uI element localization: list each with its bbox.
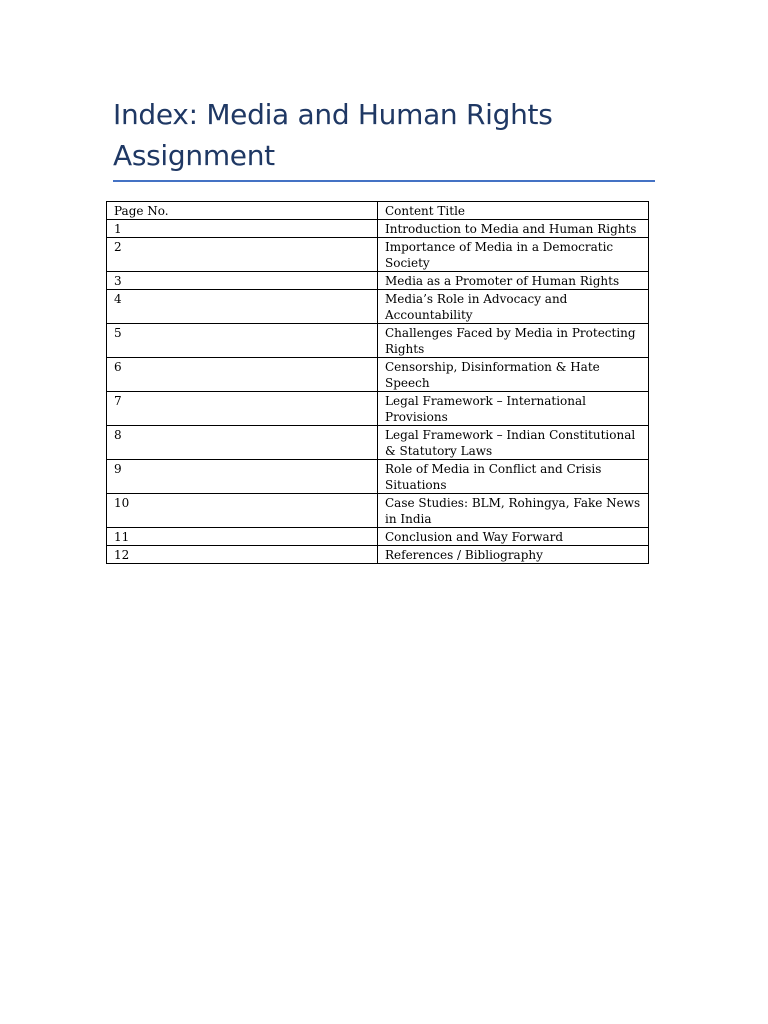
table-row [107, 546, 649, 564]
table-row [107, 528, 649, 546]
header-content-title: Content Title [378, 202, 649, 220]
title-underline [113, 180, 655, 182]
content-title-cell: Legal Framework – Indian Constitutional & Statutory Laws [378, 426, 649, 460]
page-number-cell: 3 [107, 272, 378, 290]
header-page-no: Page No. [107, 202, 378, 220]
page-number-cell: 6 [107, 358, 378, 392]
page-number-cell: 10 [107, 494, 378, 528]
page-number-cell: 2 [107, 238, 378, 272]
content-title-cell: References / Bibliography [378, 546, 649, 564]
content-title-cell: Introduction to Media and Human Rights [378, 220, 649, 238]
page-number-cell: 11 [107, 528, 378, 546]
table-row [107, 460, 649, 494]
index-table [106, 201, 649, 564]
table-header-row [107, 202, 649, 220]
table-row [107, 290, 649, 324]
table-row [107, 494, 649, 528]
content-title-cell: Role of Media in Conflict and Crisis Situations [378, 460, 649, 494]
page-number-cell: 8 [107, 426, 378, 460]
content-title-cell: Legal Framework – International Provisions [378, 392, 649, 426]
table-row [107, 392, 649, 426]
content-title-cell: Censorship, Disinformation & Hate Speech [378, 358, 649, 392]
table-row [107, 426, 649, 460]
content-title-cell: Importance of Media in a Democratic Society [378, 238, 649, 272]
page-number-cell: 5 [107, 324, 378, 358]
content-title-cell: Media’s Role in Advocacy and Accountability [378, 290, 649, 324]
page-number-cell: 1 [107, 220, 378, 238]
content-title-cell: Conclusion and Way Forward [378, 528, 649, 546]
page-number-cell: 9 [107, 460, 378, 494]
page-title: Index: Media and Human Rights Assignment [113, 98, 553, 172]
table-row [107, 272, 649, 290]
table-row [107, 238, 649, 272]
content-title-cell: Challenges Faced by Media in Protecting Rights [378, 324, 649, 358]
page-number-cell: 7 [107, 392, 378, 426]
table-row [107, 220, 649, 238]
table-row [107, 324, 649, 358]
content-title-cell: Media as a Promoter of Human Rights [378, 272, 649, 290]
page-number-cell: 4 [107, 290, 378, 324]
table-row [107, 358, 649, 392]
page-number-cell: 12 [107, 546, 378, 564]
content-title-cell: Case Studies: BLM, Rohingya, Fake News in India [378, 494, 649, 528]
